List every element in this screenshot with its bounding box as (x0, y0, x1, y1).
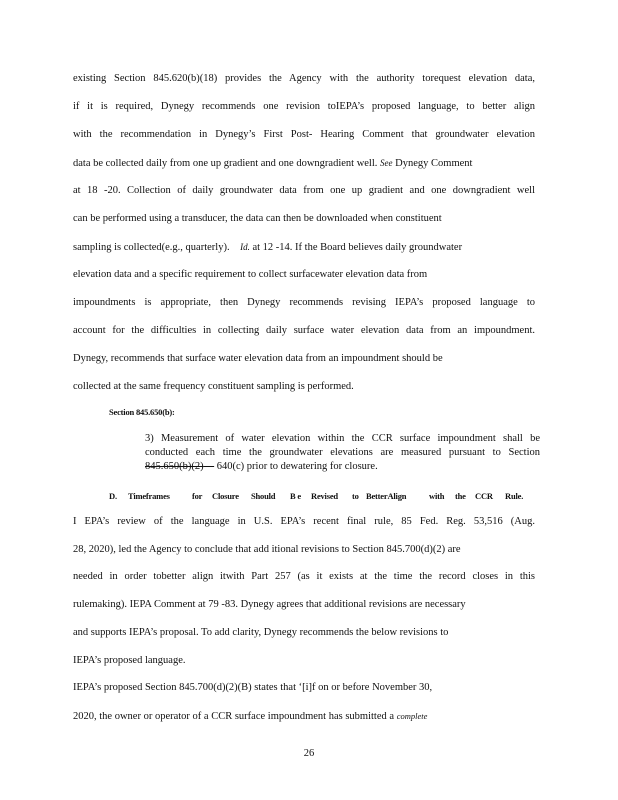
line-text: data be collected daily from one up gradient and one downgradient well. (73, 158, 378, 169)
paragraph-line: account for the difficulties in collecting daily surface water elevation data from an impoundment. (73, 325, 535, 336)
paragraph-line (73, 156, 523, 171)
paragraph-line: IEPA’s proposed Section 845.700(d)(2)(B) states that ‘[i]f on or before November 30, (73, 682, 433, 693)
paragraph-line: 28, 2020), led the Agency to conclude that add itional revisions to Section 845.700(d)(2) are (73, 544, 461, 555)
heading-d-letter: D. (109, 491, 117, 501)
citation-signal: See (380, 158, 393, 168)
paragraph-line: Dynegy, recommends that surface water elevation data from an impoundment should be (73, 353, 443, 364)
heading-d-word: with (429, 491, 445, 501)
heading-d-word: Revised (311, 491, 338, 501)
paragraph-line: rulemaking). IEPA Comment at 79 -83. Dynegy agrees that additional revisions are necessary (73, 599, 466, 610)
heading-d-word: to (352, 491, 359, 501)
page-number: 26 (303, 748, 315, 759)
paragraph-line: IEPA’s proposed language. (73, 655, 186, 666)
paragraph-line: I EPA’s review of the language in U.S. EPA’s recent final rule, 85 Fed. Reg. 53,516 (Aug. (73, 516, 535, 527)
heading-d-word: CCR (475, 491, 493, 501)
paragraph-line: can be performed using a transducer, the data can then be downloaded when constituent (73, 213, 442, 224)
paragraph-line: needed in order tobetter align itwith Part 257 (as it exists at the time the record closes in this (73, 571, 535, 582)
paragraph-line: collected at the same frequency constituent sampling is performed. (73, 381, 354, 392)
paragraph-line (73, 709, 493, 724)
heading-d-word: BetterAlign (366, 491, 407, 501)
paragraph-line (73, 240, 523, 255)
paragraph-line: and supports IEPA’s proposal. To add clarity, Dynegy recommends the below revisions to (73, 627, 449, 638)
heading-d-word: Timeframes (128, 491, 170, 501)
line-text: 2020, the owner or operator of a CCR surface impoundment has submitted a (73, 711, 395, 722)
paragraph-line: existing Section 845.620(b)(18) provides the Agency with the authority torequest elevation data, (73, 73, 535, 84)
heading-d (0, 491, 618, 505)
paragraph-line: impoundments is appropriate, then Dynegy recommends revising IEPA’s proposed language to (73, 297, 535, 308)
quote-line: 3) Measurement of water elevation within the CCR surface impoundment shall be (145, 433, 540, 444)
emphasis-word: complete (396, 711, 428, 721)
line-text: at 12 -14. If the Board believes daily groundwater (252, 242, 463, 253)
heading-d-word: Rule. (505, 491, 524, 501)
paragraph-line: with the recommendation in Dynegy’s First Post- Hearing Comment that groundwater elevation (73, 129, 535, 140)
heading-d-word: the (455, 491, 466, 501)
paragraph-line: elevation data and a specific requirement to collect surfacewater elevation data from (73, 269, 428, 280)
quote-text: 640(c) prior to dewatering for closure. (214, 461, 378, 472)
citation-signal: Id. (240, 242, 250, 252)
quote-line (145, 461, 540, 473)
heading-d-word: Closure (212, 491, 239, 501)
heading-d-word: for (192, 491, 203, 501)
section-heading: Section 845.650(b): (109, 407, 175, 417)
heading-d-word: Should (251, 491, 276, 501)
line-text: sampling is collected(e.g., quarterly). (73, 242, 230, 253)
line-text: Dynegy Comment (395, 158, 473, 169)
heading-d-word: B e (290, 491, 301, 501)
paragraph-line: if it is required, Dynegy recommends one revision toIEPA’s proposed language, to better align (73, 101, 535, 112)
paragraph-line: at 18 -20. Collection of daily groundwater data from one up gradient and one downgradient well (73, 185, 535, 196)
quote-line: conducted each time the groundwater elevations are measured pursuant to Section (145, 447, 540, 458)
struck-text: 845.650(b)(2) (145, 461, 204, 472)
